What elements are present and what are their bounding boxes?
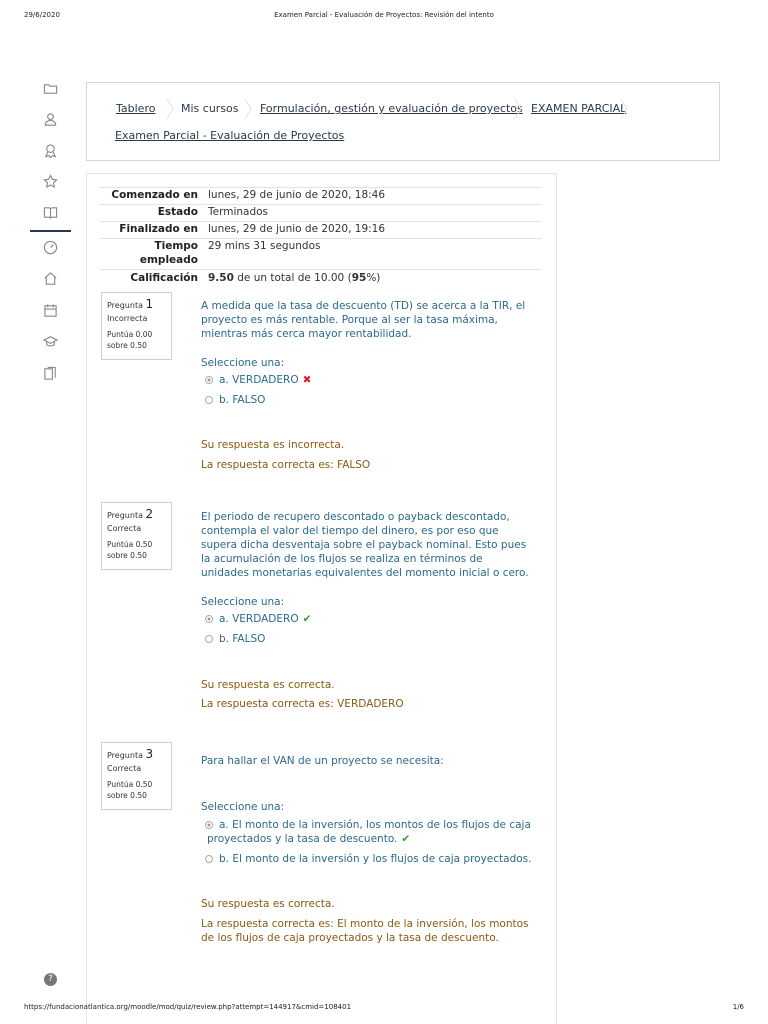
answer-option-1b[interactable] [205, 393, 265, 407]
summary-label: Estado [157, 206, 198, 218]
answer-label: b. El monto de la inversión y los flujos de caja proyectados. [219, 853, 532, 865]
help-icon[interactable]: ? [44, 973, 57, 986]
answer-option-3a[interactable] [205, 818, 531, 846]
summary-label: Comenzado en [111, 189, 198, 201]
summary-value: 29 mins 31 segundos [208, 240, 321, 252]
radio-selected[interactable] [205, 376, 213, 384]
badge-icon[interactable] [40, 140, 60, 160]
question-status: Incorrecta [107, 314, 148, 323]
book-icon[interactable] [40, 202, 60, 222]
answer-option-2a[interactable] [205, 612, 311, 626]
answer-label: b. FALSO [219, 633, 266, 645]
incorrect-icon: ✖ [302, 374, 312, 386]
breadcrumb-course[interactable]: Formulación, gestión y evaluación de proyectos [260, 102, 523, 115]
radio[interactable] [205, 635, 213, 643]
dashboard-icon[interactable] [40, 237, 60, 257]
answer-label: b. FALSO [219, 394, 266, 406]
answer-label: a. VERDADERO [219, 374, 299, 386]
summary-row-started [100, 187, 542, 204]
question-prompt-1: Seleccione una: [201, 357, 285, 369]
question-points: sobre 0.50 [107, 551, 147, 560]
answer-label: a. VERDADERO [219, 613, 299, 625]
question-prompt-3: Seleccione una: [201, 801, 285, 813]
feedback-2: Su respuesta es correcta. [201, 679, 335, 691]
summary-label: empleado [139, 254, 198, 266]
documents-icon[interactable] [40, 363, 60, 383]
question-status: Correcta [107, 524, 142, 533]
feedback-1: Su respuesta es incorrecta. [201, 439, 345, 451]
radio[interactable] [205, 396, 213, 404]
question-points: Puntúa 0.00 [107, 330, 153, 339]
radio-selected[interactable] [205, 821, 213, 829]
print-page: 1/6 [732, 1003, 744, 1011]
question-number: 1 [145, 297, 154, 311]
breadcrumb-separator [244, 99, 252, 119]
breadcrumb-separator [166, 99, 174, 119]
answer-label [207, 818, 531, 846]
print-date: 29/6/2020 [24, 11, 60, 19]
home-icon[interactable] [40, 268, 60, 288]
breadcrumb-quiz[interactable]: Examen Parcial - Evaluación de Proyectos [115, 129, 345, 142]
question-text-1: A medida que la tasa de descuento (TD) se acerca a la TIR, el proyecto es más rentable. Porque al ser la tasa máxima, mientras más cerca mayor rentabilidad. [201, 300, 526, 340]
question-label: Pregunta [107, 751, 143, 760]
summary-value: lunes, 29 de junio de 2020, 18:46 [208, 189, 386, 201]
question-label: Pregunta [107, 511, 143, 520]
print-url: https://fundacionatlantica.org/moodle/mod/quiz/review.php?attempt=144917&cmid=108401 [24, 1003, 352, 1011]
summary-row-time [100, 238, 542, 269]
question-prompt-2: Seleccione una: [201, 596, 285, 608]
summary-label: Finalizado en [119, 223, 198, 235]
answer-label-line: a. El monto de la inversión, los montos de los flujos de caja [219, 819, 531, 831]
question-number: 2 [145, 507, 154, 521]
calendar-icon[interactable] [40, 300, 60, 320]
graduation-icon[interactable] [40, 331, 60, 351]
breadcrumb-examen-parcial[interactable]: EXAMEN PARCIAL [531, 102, 627, 115]
grade-text: de un total de 10.00 ( [233, 272, 352, 284]
question-points: Puntúa 0.50 [107, 780, 153, 789]
answer-option-3b[interactable] [205, 852, 531, 866]
summary-label: Tiempo [154, 240, 198, 252]
star-icon[interactable] [40, 171, 60, 191]
correct-check-icon: ✔ [401, 833, 411, 845]
grade-percent: 95 [351, 272, 367, 284]
print-title: Examen Parcial - Evaluación de Proyectos: Revisión del intento [274, 11, 494, 19]
answer-label-line: proyectados y la tasa de descuento. [207, 833, 398, 845]
breadcrumb-separator [620, 99, 628, 119]
answer-option-1a[interactable] [205, 373, 311, 387]
summary-row-grade [100, 269, 542, 288]
question-info-3 [101, 742, 172, 810]
question-info-2 [101, 502, 172, 570]
grade-text: %) [366, 272, 381, 284]
question-points: sobre 0.50 [107, 791, 147, 800]
question-info-1 [101, 292, 172, 360]
question-text-3: Para hallar el VAN de un proyecto se necesita: [201, 755, 444, 767]
attempt-summary-table [100, 187, 542, 288]
summary-row-state [100, 204, 542, 221]
correct-answer-1: La respuesta correcta es: FALSO [201, 459, 371, 471]
question-points: sobre 0.50 [107, 341, 147, 350]
active-indicator [30, 230, 71, 232]
question-text-2: El periodo de recupero descontado o payback descontado, contempla el valor del tiempo del dinero, es por eso que supera dicha desventaja sobre el payback nominal. Esto pues la acumulación de los flujos se realiza en términos de unidades monetarias equivalentes del momento inicial o cero. [201, 511, 529, 579]
breadcrumb-separator [514, 99, 522, 119]
feedback-3: Su respuesta es correcta. [201, 898, 335, 910]
question-number: 3 [145, 747, 154, 761]
folder-icon[interactable] [40, 78, 60, 98]
correct-answer-3: La respuesta correcta es: El monto de la inversión, los montos de los flujos de caja proyectados y la tasa de descuento. [201, 918, 529, 944]
summary-value: lunes, 29 de junio de 2020, 19:16 [208, 223, 386, 235]
question-label: Pregunta [107, 301, 143, 310]
question-points: Puntúa 0.50 [107, 540, 153, 549]
question-status: Correcta [107, 764, 142, 773]
correct-answer-2: La respuesta correcta es: VERDADERO [201, 698, 404, 710]
users-icon[interactable] [40, 109, 60, 129]
correct-check-icon: ✔ [302, 613, 312, 625]
breadcrumb-tablero[interactable]: Tablero [116, 102, 156, 115]
summary-row-finished [100, 221, 542, 238]
grade-value: 9.50 [208, 272, 234, 284]
radio[interactable] [205, 855, 213, 863]
summary-value: Terminados [208, 206, 269, 218]
breadcrumb-mis-cursos[interactable]: Mis cursos [181, 102, 239, 115]
answer-option-2b[interactable] [205, 632, 265, 646]
summary-value [208, 272, 380, 284]
radio-selected[interactable] [205, 615, 213, 623]
summary-label: Calificación [130, 272, 198, 284]
breadcrumb [86, 82, 720, 161]
